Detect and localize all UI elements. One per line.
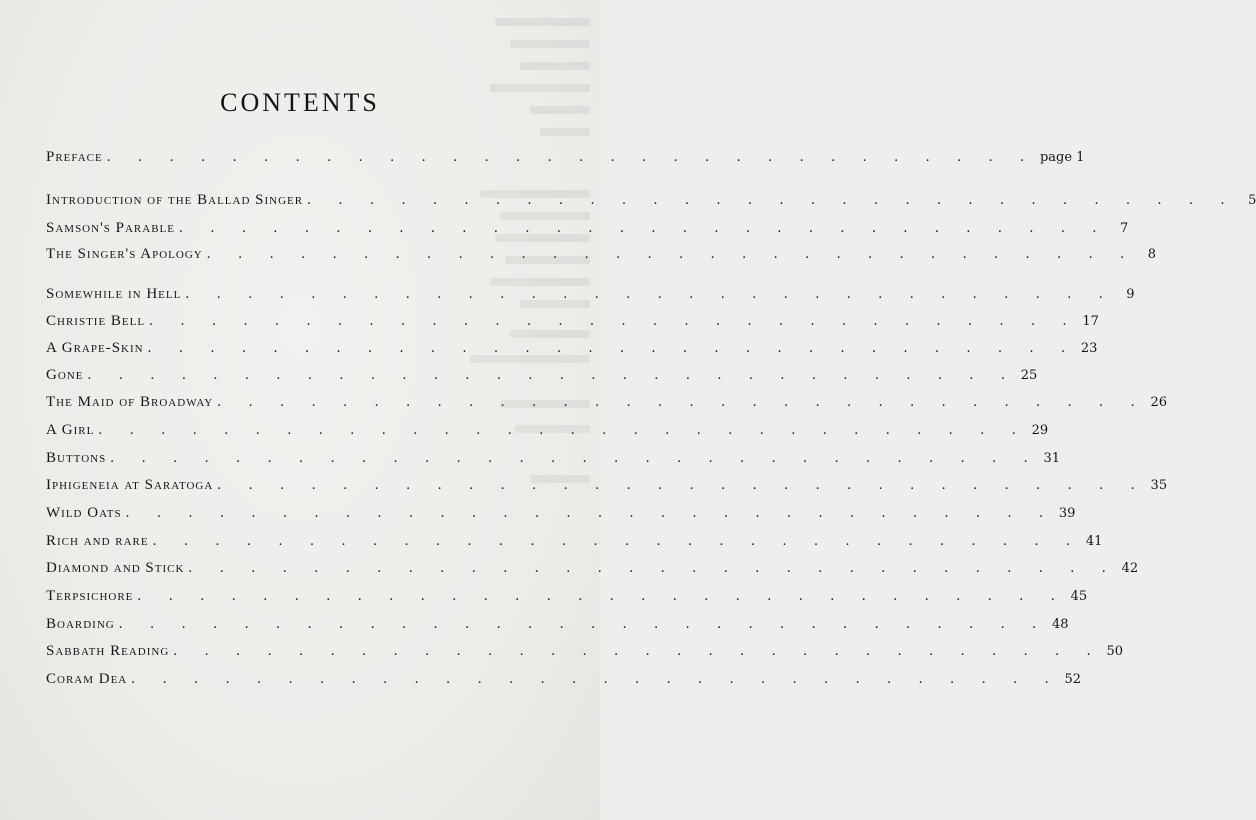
toc-entry [46,422,1049,444]
leader-dots: . . . . . . . . . . . . . . . . . . . . . . . . . . . . . . [185,286,1115,302]
toc-entry [46,450,1060,472]
toc-entry-title: Samson's Parable [46,220,175,236]
toc-entry [46,340,1098,362]
toc-entry [46,149,1085,171]
toc-entry-page: 52 [1064,672,1082,687]
toc-entry-title: Somewhile in Hell [46,286,182,302]
leader-dots: . . . . . . . . . . . . . . . . . . . . . . . . . . . . . . [118,616,1048,632]
leader-dots: . . . . . . . . . . . . . . . . . . . . . . . . . . . . . . [179,220,1109,236]
toc-entry [46,505,1076,527]
leader-dots: . . . . . . . . . . . . . . . . . . . . . . . . . . . . . . [98,422,1028,438]
leader-dots: . . . . . . . . . . . . . . . . . . . . . . . . . . . . . . [217,477,1147,493]
toc-entry-page: 25 [1020,368,1038,383]
toc-entry [46,616,1069,638]
toc-entry-title: Wild Oats [46,505,122,521]
leader-dots: . . . . . . . . . . . . . . . . . . . . . . . . . . . . . . [137,588,1067,604]
leader-dots: . . . . . . . . . . . . . . . . . . . . . . . . . . . . . . [188,560,1118,576]
toc-entry-page: 9 [1126,287,1135,302]
toc-entry [46,313,1099,335]
toc-entry-page: page 1 [1039,150,1085,165]
toc-entry-title: Boarding [46,616,115,632]
toc-entry-title: Iphigeneia at Saratoga [46,477,214,493]
toc-entry [46,192,1256,214]
toc-entry [46,367,1038,389]
toc-entry [46,220,1129,242]
toc-entry [46,588,1088,610]
toc-entry-title: Coram Dea [46,671,128,687]
leader-dots: . . . . . . . . . . . . . . . . . . . . . . . . . . . . . . [125,505,1055,521]
toc-entry [46,394,1168,416]
leader-dots: . . . . . . . . . . . . . . . . . . . . . . . . . . . . . . [131,671,1061,687]
toc-entry-page: 31 [1043,451,1060,466]
toc-entry-page: 17 [1082,314,1099,329]
toc-entry [46,286,1135,308]
toc-entry-page: 29 [1031,423,1049,438]
leader-dots: . . . . . . . . . . . . . . . . . . . . . . . . . . . . . . [149,313,1079,329]
toc-entry-page: 45 [1070,589,1088,604]
toc-entry-title: The Singer's Apology [46,246,203,262]
toc-entry-title: Sabbath Reading [46,643,170,659]
toc-entry [46,246,1156,268]
page-title: CONTENTS [220,88,380,117]
leader-dots: . . . . . . . . . . . . . . . . . . . . . . . . . . . . . . [152,533,1082,549]
leader-dots: . . . . . . . . . . . . . . . . . . . . . . . . . . . . . . [206,246,1136,262]
leader-dots: . . . . . . . . . . . . . . . . . . . . . . . . . . . . . . [217,394,1147,410]
toc-entry [46,533,1103,555]
leader-dots: . . . . . . . . . . . . . . . . . . . . . . . . . . . . . . [110,450,1040,466]
toc-entry-page: 35 [1150,478,1168,493]
toc-entry-page: 26 [1150,395,1168,410]
toc-entry [46,477,1168,499]
toc-entry-title: Rich and rare [46,533,149,549]
leader-dots: . . . . . . . . . . . . . . . . . . . . . . . . . . . . . . [106,149,1036,165]
toc-entry-page: 42 [1121,561,1139,576]
toc-entry-title: Buttons [46,450,107,466]
leader-dots: . . . . . . . . . . . . . . . . . . . . . . . . . . . . . . [307,192,1237,208]
leader-dots: . . . . . . . . . . . . . . . . . . . . . . . . . . . . . . [87,367,1017,383]
leader-dots: . . . . . . . . . . . . . . . . . . . . . . . . . . . . . . [147,340,1077,356]
toc-entry-title: Christie Bell [46,313,146,329]
toc-entry-page: 50 [1106,644,1124,659]
toc-entry-title: A Grape-Skin [46,340,144,356]
toc-entry-page: 8 [1147,247,1156,262]
toc-entry-page: 39 [1058,506,1076,521]
toc-entry-title: The Maid of Broadway [46,394,214,410]
toc-entry-page: 48 [1051,617,1069,632]
toc-entry-title: Diamond and Stick [46,560,185,576]
toc-entry-page: 23 [1080,341,1098,356]
toc-entry-title: Gone [46,367,84,383]
toc-entry-page: 5 [1248,193,1256,208]
toc-entry [46,671,1082,693]
toc-entry-title: Preface [46,149,103,165]
toc-entry-page: 7 [1119,221,1129,236]
toc-entry-page: 41 [1085,534,1103,549]
toc-entry [46,643,1124,665]
toc-entry-title: Introduction of the Ballad Singer [46,192,304,208]
toc-entry [46,560,1139,582]
toc-entry-title: A Girl [46,422,95,438]
toc-entry-title: Terpsichore [46,588,134,604]
leader-dots: . . . . . . . . . . . . . . . . . . . . . . . . . . . . . . [173,643,1103,659]
